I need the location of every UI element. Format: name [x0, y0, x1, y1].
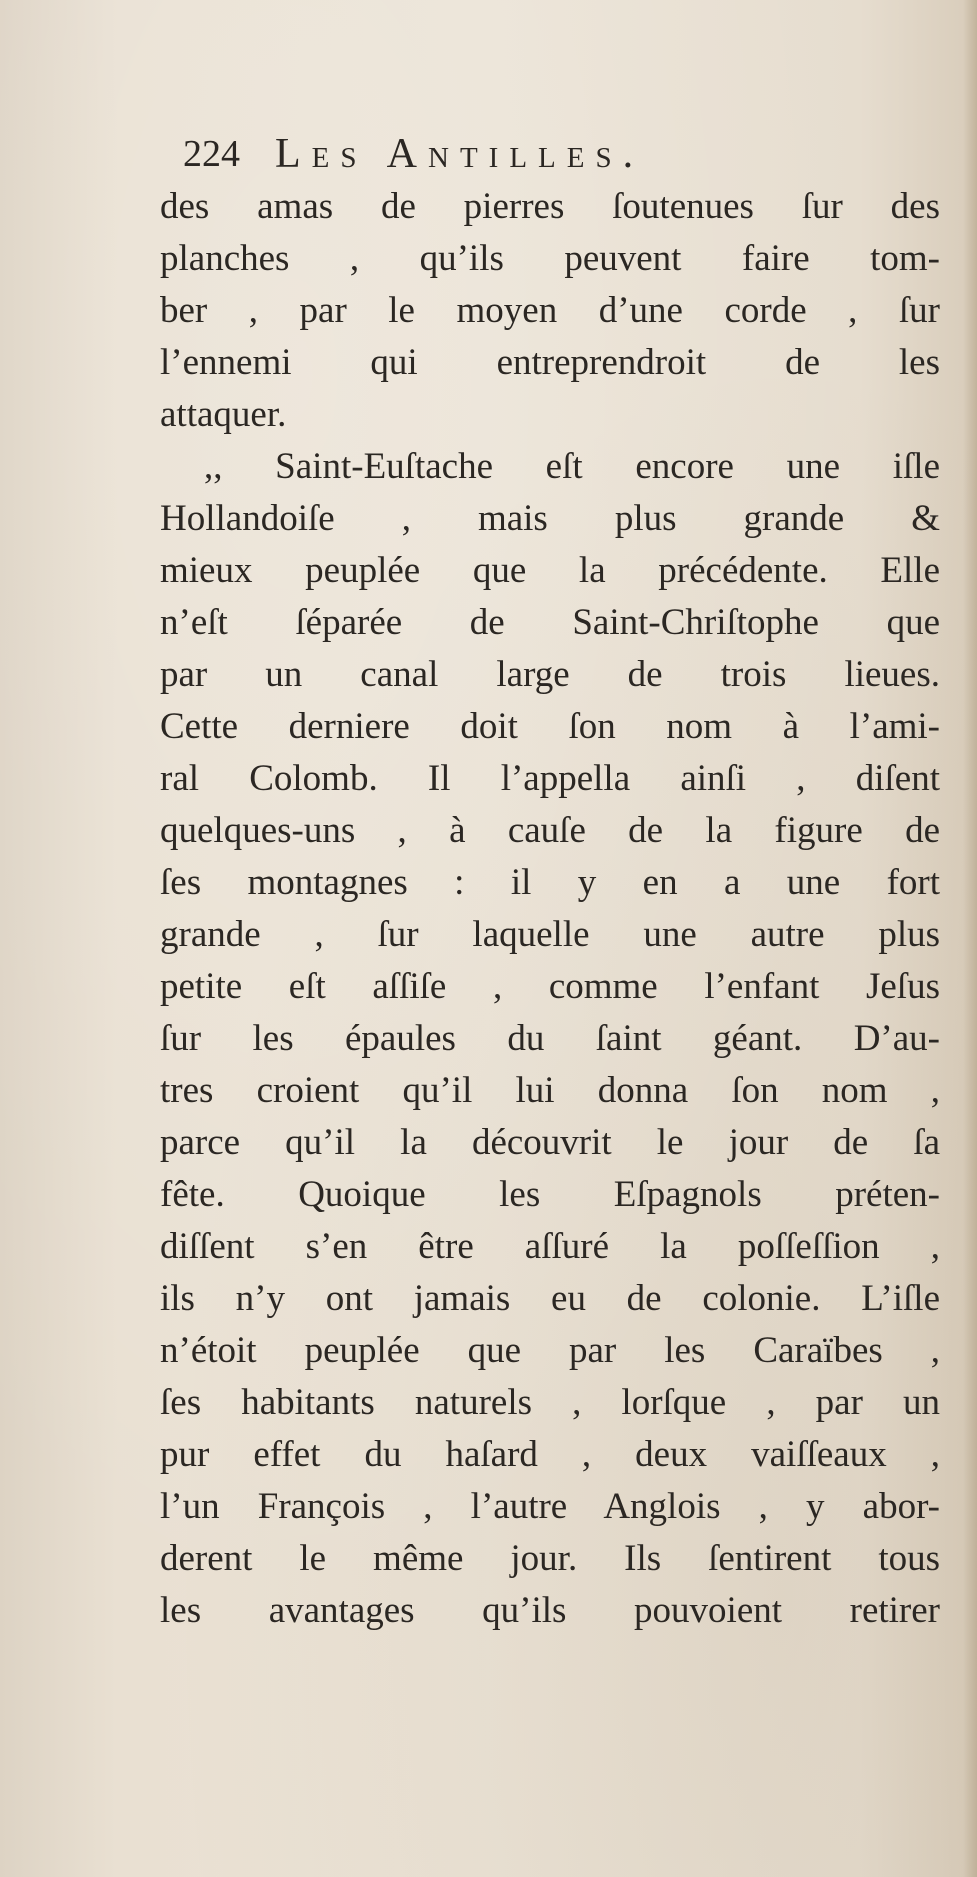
text-line: ber , par le moyen d’une corde , ſur	[160, 290, 940, 331]
text-line: ral Colomb. Il l’appella ainſi , diſent	[160, 758, 940, 799]
text-line: pur effet du haſard , deux vaiſſeaux ,	[160, 1434, 940, 1475]
running-header	[183, 128, 943, 180]
text-line: ,, Saint-Euſtache eſt encore une iſle	[204, 446, 940, 487]
page-number: 224	[183, 133, 240, 175]
page-edge-shadow	[963, 0, 977, 1877]
text-line: Cette derniere doit ſon nom à l’ami-	[160, 706, 940, 747]
text-line: attaquer.	[160, 394, 287, 435]
text-line: n’eſt ſéparée de Saint-Chriſtophe que	[160, 602, 940, 643]
text-line: ſes habitants naturels , lorſque , par un	[160, 1382, 940, 1423]
text-line: ſur les épaules du ſaint géant. D’au-	[160, 1018, 940, 1059]
text-line: n’étoit peuplée que par les Caraïbes ,	[160, 1330, 940, 1371]
running-title: Les Antilles.	[275, 131, 645, 177]
text-line: parce qu’il la découvrit le jour de ſa	[160, 1122, 940, 1163]
text-line: planches , qu’ils peuvent faire tom-	[160, 238, 940, 279]
text-line: quelques-uns , à cauſe de la figure de	[160, 810, 940, 851]
text-line: des amas de pierres ſoutenues ſur des	[160, 186, 940, 227]
text-line: par un canal large de trois lieues.	[160, 654, 940, 695]
text-line: mieux peuplée que la précédente. Elle	[160, 550, 940, 591]
text-line: ſes montagnes : il y en a une fort	[160, 862, 940, 903]
text-line: l’un François , l’autre Anglois , y abor-	[160, 1486, 940, 1527]
text-line: fête. Quoique les Eſpagnols préten-	[160, 1174, 940, 1215]
text-line: grande , ſur laquelle une autre plus	[160, 914, 940, 955]
text-line: Hollandoiſe , mais plus grande &	[160, 498, 940, 539]
text-line: diſſent s’en être aſſuré la poſſeſſion ,	[160, 1226, 940, 1267]
text-line: tres croient qu’il lui donna ſon nom ,	[160, 1070, 940, 1111]
text-line: petite eſt aſſiſe , comme l’enfant Jeſus	[160, 966, 940, 1007]
text-line: l’ennemi qui entreprendroit de les	[160, 342, 940, 383]
text-line: ils n’y ont jamais eu de colonie. L’iſle	[160, 1278, 940, 1319]
text-line: derent le même jour. Ils ſentirent tous	[160, 1538, 940, 1579]
body-text	[160, 180, 940, 1640]
text-line: les avantages qu’ils pouvoient retirer	[160, 1590, 940, 1631]
